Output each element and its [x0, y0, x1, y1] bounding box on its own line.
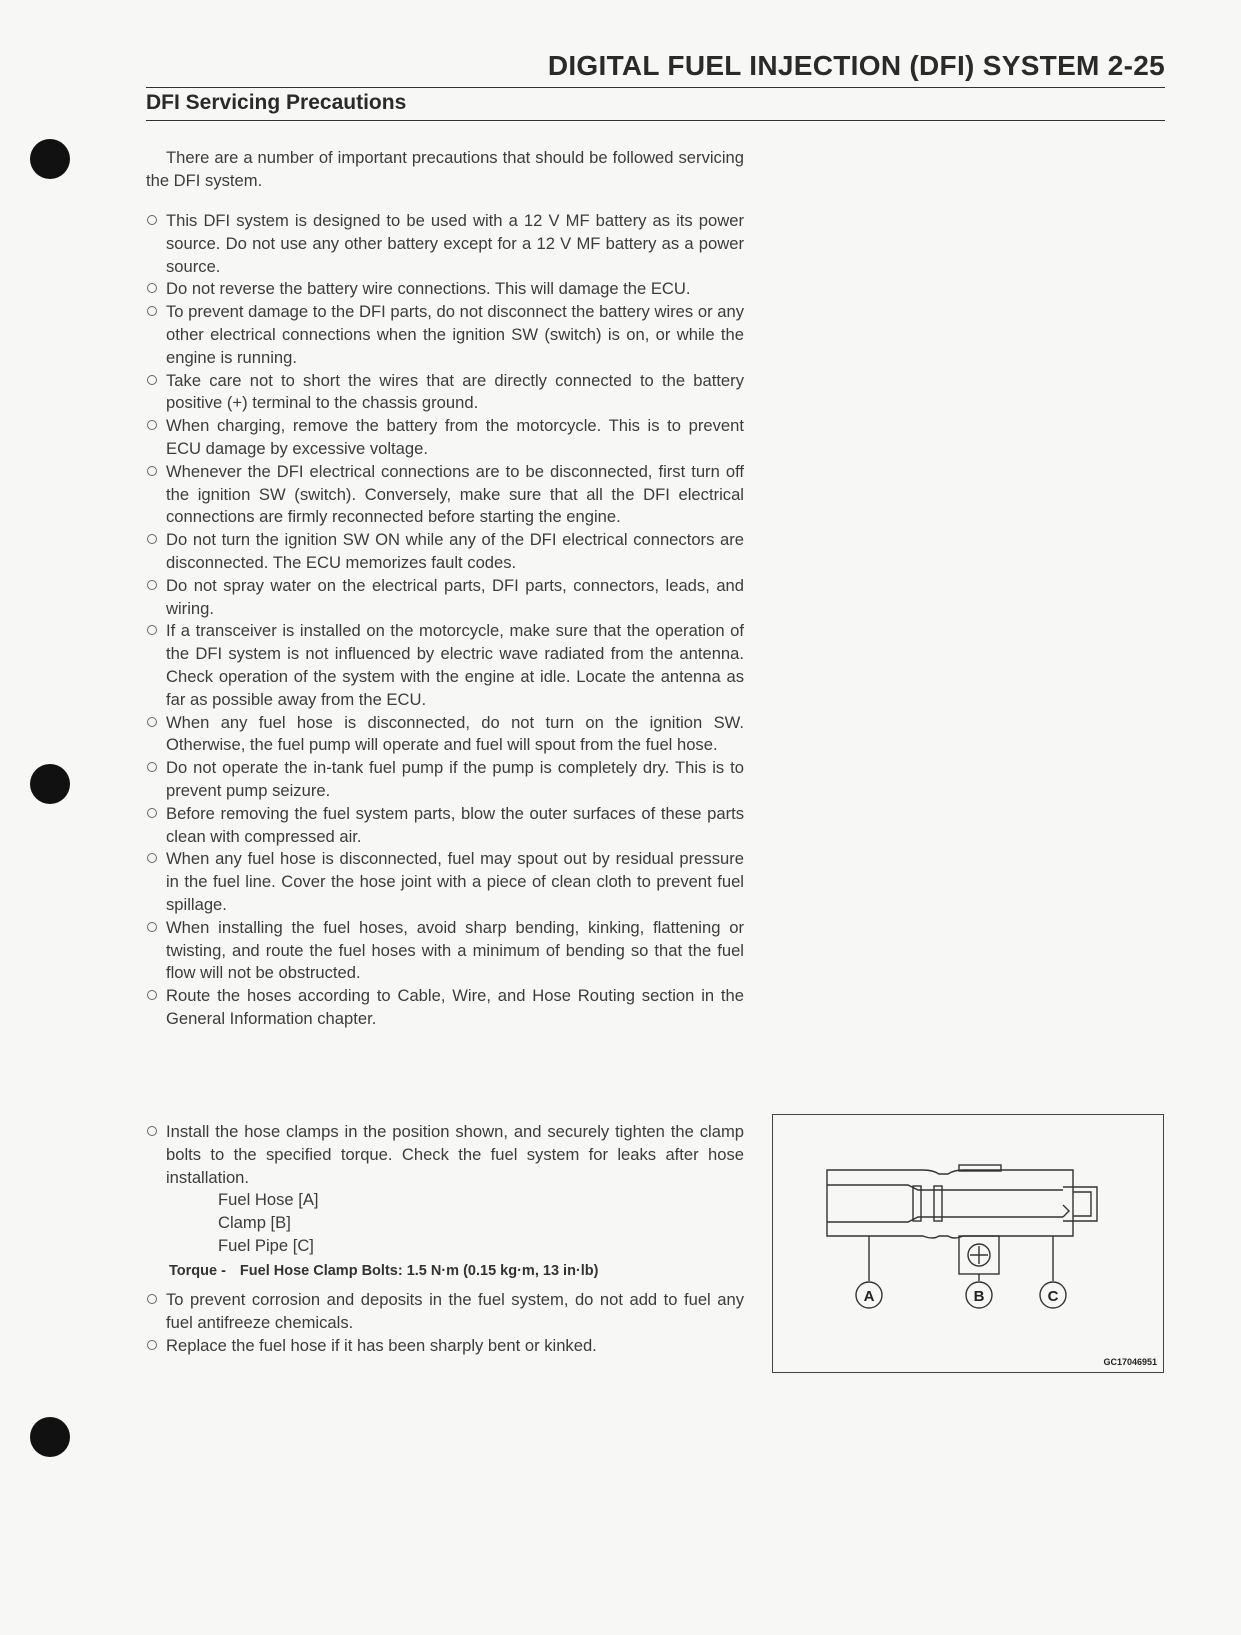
circle-bullet-icon [147, 853, 157, 863]
hose-clamp-diagram [773, 1115, 1165, 1374]
circle-bullet-icon [147, 1126, 157, 1136]
list-item-text: Do not turn the ignition SW ON while any of the DFI electrical connectors are disconnected. The ECU memorizes fault codes. [166, 530, 744, 572]
list-item [146, 848, 744, 916]
binder-hole [30, 764, 70, 804]
header-rule [146, 87, 1165, 88]
circle-bullet-icon [147, 306, 157, 316]
list-item-text: If a transceiver is installed on the motorcycle, make sure that the operation of the DFI system is not influenced by electric wave radiated from the antenna. Check operation of the system with the engine at idle. Locate the antenna as far as possible away from the ECU. [166, 621, 744, 709]
label-c: C [1047, 1288, 1059, 1305]
list-item [146, 529, 744, 575]
page-header-title: DIGITAL FUEL INJECTION (DFI) SYSTEM 2-25 [547, 50, 1165, 81]
legend-item: Clamp [B] [218, 1213, 291, 1233]
binder-hole [30, 1417, 70, 1457]
intro-paragraph: There are a number of important precautions that should be followed servicing the DFI system. [146, 148, 744, 190]
circle-bullet-icon [147, 1294, 157, 1304]
legend-item: Fuel Hose [A] [218, 1190, 319, 1210]
list-item-text: When any fuel hose is disconnected, fuel may spout out by residual pressure in the fuel line. Cover the hose joint with a piece of clean cloth to prevent fuel spillage. [166, 849, 744, 914]
list-item [146, 415, 744, 461]
circle-bullet-icon [147, 466, 157, 476]
parts-legend [166, 1189, 744, 1257]
list-item [146, 461, 744, 529]
figure-code: GC17046951 [1103, 1357, 1157, 1367]
list-item [146, 301, 744, 369]
list-item [146, 917, 744, 985]
circle-bullet-icon [147, 283, 157, 293]
list-item-text: When any fuel hose is disconnected, do not turn on the ignition SW. Otherwise, the fuel pump will operate and fuel will spout from the fuel hose. [166, 712, 744, 755]
torque-spec [169, 1263, 598, 1279]
hose-clamp-figure [772, 1114, 1164, 1373]
list-item-text: When installing the fuel hoses, avoid sharp bending, kinking, flattening or twisting, and route the fuel hoses with a minimum of bending so that the fuel flow will not be obstructed. [166, 917, 744, 983]
list-item-text: Do not operate the in-tank fuel pump if the pump is completely dry. This is to prevent pump seizure. [166, 758, 744, 800]
circle-bullet-icon [147, 625, 157, 635]
circle-bullet-icon [147, 808, 157, 818]
circle-bullet-icon [147, 375, 157, 385]
label-b: B [973, 1288, 985, 1305]
list-item-text: When charging, remove the battery from the motorcycle. This is to prevent ECU damage by excessive voltage. [166, 416, 744, 458]
circle-bullet-icon [147, 762, 157, 772]
list-item-text: Route the hoses according to Cable, Wire, and Hose Routing section in the General Information chapter. [166, 986, 744, 1028]
legend-item: Fuel Pipe [C] [218, 1235, 314, 1255]
list-item-text: To prevent corrosion and deposits in the fuel system, do not add to fuel any fuel antifreeze chemicals. [166, 1290, 744, 1332]
list-item [146, 712, 744, 758]
list-item [146, 1289, 744, 1335]
circle-bullet-icon [147, 717, 157, 727]
list-item [146, 620, 744, 711]
list-item-text: Do not reverse the battery wire connections. This will damage the ECU. [166, 279, 691, 299]
clamp-instruction-list [146, 1121, 744, 1258]
list-item [146, 575, 744, 621]
list-item [146, 1335, 744, 1358]
list-item [146, 757, 744, 803]
list-item [146, 985, 744, 1031]
list-item-text: Install the hose clamps in the position shown, and securely tighten the clamp bolts to the specified torque. Check the fuel system for leaks after hose installation. [166, 1122, 744, 1187]
final-precautions-list [146, 1289, 744, 1357]
list-item-text: Whenever the DFI electrical connections are to be disconnected, first turn off the ignition SW (switch). Conversely, make sure that all the DFI electrical connections are firmly reconnected before starting the engine. [166, 461, 744, 527]
circle-bullet-icon [147, 922, 157, 932]
list-item-text: Replace the fuel hose if it has been sharply bent or kinked. [166, 1335, 597, 1355]
list-item-text: To prevent damage to the DFI parts, do not disconnect the battery wires or any other electrical connections when the ignition SW (switch) is on, or while the engine is running. [166, 302, 744, 367]
list-item-text: This DFI system is designed to be used with a 12 V MF battery as its power source. Do not use any other battery except for a 12 V MF battery as a power source. [166, 211, 744, 276]
list-item [146, 210, 744, 278]
circle-bullet-icon [147, 990, 157, 1000]
binder-hole [30, 139, 70, 179]
list-item [146, 370, 744, 416]
list-item [146, 278, 744, 301]
list-item [146, 1121, 744, 1258]
circle-bullet-icon [147, 215, 157, 225]
circle-bullet-icon [147, 534, 157, 544]
circle-bullet-icon [147, 420, 157, 430]
section-rule [146, 120, 1165, 121]
torque-label: Torque - [169, 1263, 226, 1279]
list-item-text: Take care not to short the wires that are directly connected to the battery positive (+) terminal to the chassis ground. [166, 370, 744, 413]
torque-value: Fuel Hose Clamp Bolts: 1.5 N·m (0.15 kg·m, 13 in·lb) [239, 1263, 599, 1279]
list-item [146, 803, 744, 849]
precautions-list [146, 210, 744, 1031]
list-item-text: Before removing the fuel system parts, blow the outer surfaces of these parts clean with compressed air. [166, 803, 744, 846]
label-a: A [863, 1288, 875, 1305]
list-item-text: Do not spray water on the electrical parts, DFI parts, connectors, leads, and wiring. [166, 575, 744, 618]
circle-bullet-icon [147, 1340, 157, 1350]
circle-bullet-icon [147, 580, 157, 590]
section-title: DFI Servicing Precautions [146, 91, 407, 114]
